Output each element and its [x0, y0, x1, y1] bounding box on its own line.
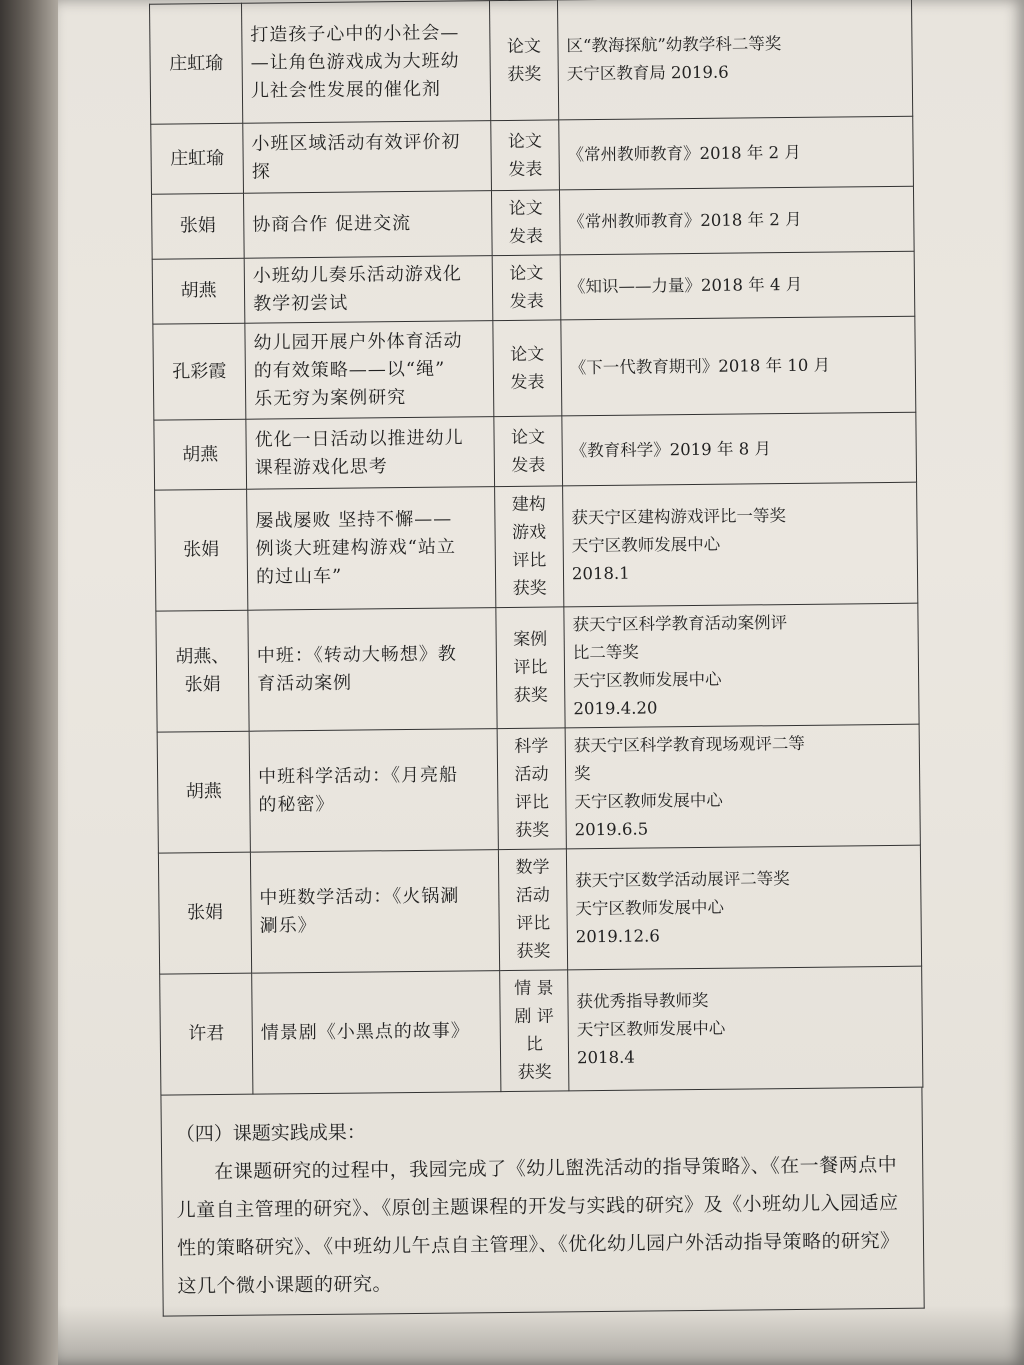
row-title-cell — [245, 321, 494, 420]
row-detail-line: 获天宁区科学教育现场观评二等 — [573, 733, 805, 756]
row-title-cell — [249, 729, 498, 853]
row-type-line: 科学 — [514, 736, 549, 757]
row-detail-line: 《下一代教育期刊》2018 年 10 月 — [569, 355, 831, 377]
table-row — [154, 412, 917, 490]
practice-results-section — [160, 1088, 924, 1317]
row-detail-line: 区“教海探航”幼教学科二等奖 — [566, 33, 782, 55]
row-detail-cell — [568, 966, 923, 1091]
row-type-line: 剧 评 — [514, 1006, 554, 1027]
table-row — [156, 603, 919, 732]
table-row — [160, 966, 923, 1095]
row-detail-line: 获优秀指导教师奖 — [576, 990, 709, 1012]
achievements-table — [149, 0, 923, 1096]
row-name-cell — [152, 258, 245, 324]
row-detail-line: 天宁区教师发展中心 — [571, 534, 721, 556]
row-name-line: 张娟 — [186, 901, 224, 924]
row-type-line: 评比 — [516, 913, 551, 934]
row-title-line: 中班科学活动：《月亮船 — [257, 764, 459, 788]
row-type-line: 获奖 — [516, 941, 551, 962]
row-title-line: 的过山车” — [255, 565, 343, 588]
row-type-line: 论文 — [510, 427, 546, 448]
row-type-line: 发表 — [509, 291, 544, 312]
row-detail-cell — [557, 0, 912, 120]
row-name-cell — [160, 973, 253, 1095]
achievements-table-body — [150, 0, 923, 1095]
row-detail-line: 天宁区教师发展中心 — [575, 897, 725, 919]
row-detail-line: 获天宁区数学活动展评二等奖 — [575, 869, 790, 891]
row-detail-line: 天宁区教师发展中心 — [574, 790, 723, 812]
row-title-line: 中班：《转动大畅想》教 — [256, 643, 457, 667]
row-type-line: 获奖 — [515, 820, 550, 841]
row-type-line: 发表 — [510, 372, 545, 393]
row-name-line: 胡燕 — [180, 280, 217, 302]
row-type-cell — [492, 255, 561, 321]
row-type-cell — [500, 970, 569, 1092]
row-detail-line: 2019.12.6 — [575, 926, 660, 947]
table-row — [157, 724, 920, 853]
row-type-line: 发表 — [508, 226, 544, 247]
row-type-cell — [491, 190, 560, 256]
row-title-line: 优化一日活动以推进幼儿 — [254, 426, 464, 451]
row-name-cell — [154, 419, 247, 490]
row-title-line: 教学初尝试 — [253, 292, 349, 315]
row-name-cell — [158, 852, 251, 974]
row-title-line: 协商合作 促进交流 — [252, 212, 412, 236]
row-title-line: 打造孩子心中的小社会— — [250, 21, 460, 46]
row-name-line: 孔彩霞 — [172, 360, 227, 382]
table-row — [150, 0, 913, 124]
row-name-line: 庄虹瑜 — [169, 52, 224, 74]
row-title-line: 例谈大班建构游戏“站立 — [255, 536, 457, 560]
row-type-line: 建构 — [511, 494, 546, 515]
row-type-line: 游戏 — [511, 522, 547, 543]
row-type-cell — [495, 486, 564, 608]
row-detail-cell — [564, 603, 919, 728]
row-detail-cell — [565, 724, 920, 849]
row-detail-line: 2019.4.20 — [573, 698, 658, 719]
row-detail-cell — [566, 845, 921, 970]
row-title-cell — [243, 121, 492, 194]
row-type-line: 评比 — [514, 792, 549, 813]
row-detail-line: 获天宁区建构游戏评比一等奖 — [571, 506, 786, 528]
row-title-cell — [252, 971, 501, 1095]
row-type-line: 获奖 — [512, 578, 547, 599]
row-type-line: 活动 — [514, 764, 549, 785]
table-row — [152, 251, 915, 324]
row-type-cell — [496, 607, 565, 729]
row-type-line: 活动 — [515, 885, 550, 906]
row-type-line: 论文 — [508, 198, 543, 219]
row-type-line: 发表 — [511, 455, 546, 476]
row-type-line: 获奖 — [507, 64, 542, 85]
row-type-line: 发表 — [508, 159, 543, 180]
row-name-cell — [155, 489, 248, 611]
section-paragraph: 在课题研究的过程中，我园完成了《幼儿盥洗活动的指导策略》、《在一餐两点中儿童自主管理的研究》、《原创主题课程的开发与实践的研究》及《小班幼儿入园适应性的策略研究》、《中班幼儿午点自主管理》、《优化幼儿园户外活动指导策略的研究》这几个微小课题的研究。 — [176, 1153, 900, 1298]
row-detail-line: 《知识——力量》2018 年 4 月 — [568, 274, 803, 297]
table-row — [155, 482, 918, 611]
row-type-line: 评比 — [513, 657, 548, 678]
row-title-cell — [247, 487, 496, 611]
row-detail-line: 天宁区教师发展中心 — [576, 1018, 726, 1040]
row-title-line: 乐无穷为案例研究 — [254, 386, 407, 410]
row-title-cell — [246, 417, 495, 490]
row-title-line: 的秘密》 — [258, 793, 335, 816]
table-row — [158, 845, 921, 974]
row-detail-line: 2018.1 — [571, 563, 630, 584]
row-detail-line: 2018.4 — [576, 1047, 635, 1068]
row-detail-line: 天宁区教育局 2019.6 — [566, 62, 729, 83]
row-type-line: 获奖 — [517, 1062, 552, 1083]
row-title-line: 探 — [251, 160, 271, 183]
row-name-cell — [156, 610, 249, 732]
row-name-line: 张娟 — [184, 673, 221, 696]
row-title-cell — [242, 1, 491, 124]
row-type-cell — [491, 120, 560, 191]
row-title-line: 中班数学活动：《火锅涮 — [259, 885, 460, 909]
row-title-line: 儿社会性发展的催化剂 — [250, 78, 442, 102]
row-type-line: 比 — [525, 1034, 544, 1055]
row-detail-line: 《常州教师教育》2018 年 2 月 — [568, 209, 802, 232]
row-title-cell — [243, 191, 492, 259]
row-title-cell — [244, 256, 493, 324]
book-binding — [0, 0, 62, 1365]
row-name-cell — [153, 323, 246, 420]
table-row — [151, 116, 914, 194]
row-type-cell — [493, 320, 562, 417]
row-type-line: 论文 — [509, 263, 544, 284]
row-detail-line: 《常州教师教育》2018 年 2 月 — [567, 142, 801, 164]
row-detail-line: 获天宁区科学教育活动案例评 — [572, 613, 788, 635]
row-name-line: 胡燕 — [185, 780, 222, 803]
row-detail-cell — [560, 251, 915, 320]
row-detail-cell — [563, 482, 918, 607]
row-title-line: 屡战屡败 坚持不懈—— — [255, 508, 453, 532]
row-detail-line: 比二等奖 — [572, 642, 639, 663]
row-name-cell — [151, 193, 244, 259]
row-name-cell — [151, 123, 244, 194]
table-row — [153, 316, 916, 420]
row-detail-line: 奖 — [573, 764, 591, 784]
row-type-line: 论文 — [510, 344, 545, 365]
row-name-cell — [150, 3, 243, 124]
row-detail-cell — [561, 316, 916, 416]
row-name-line: 许君 — [188, 1022, 225, 1045]
section-heading: （四）课题实践成果： — [175, 1121, 366, 1146]
row-type-line: 论文 — [507, 131, 543, 152]
row-name-line: 胡燕 — [182, 443, 219, 465]
row-detail-line: 《教育科学》2019 年 8 月 — [570, 438, 772, 460]
row-type-line: 数学 — [515, 857, 550, 878]
row-title-line: 幼儿园开展户外体育活动 — [253, 329, 463, 354]
row-detail-cell — [559, 116, 914, 190]
row-title-line: 涮乐》 — [259, 914, 317, 937]
document-sheet — [91, 0, 921, 1344]
row-type-line: 案例 — [513, 629, 548, 650]
row-type-line: 获奖 — [513, 685, 548, 706]
row-type-cell — [489, 0, 558, 121]
row-type-cell — [497, 728, 566, 850]
row-title-line: 育活动案例 — [257, 672, 353, 695]
row-title-line: 小班幼儿奏乐活动游戏化 — [252, 263, 462, 287]
table-row — [151, 186, 914, 259]
row-title-line: —让角色游戏成为大班幼 — [250, 49, 460, 74]
row-name-line: 张娟 — [179, 215, 216, 237]
row-title-line: 课程游戏化思考 — [254, 455, 388, 479]
row-title-line: 小班区域活动有效评价初 — [251, 130, 461, 155]
row-title-cell — [248, 608, 497, 732]
row-name-line: 庄虹瑜 — [170, 147, 225, 169]
row-type-cell — [498, 849, 567, 971]
row-name-line: 张娟 — [183, 538, 220, 561]
row-title-cell — [250, 850, 499, 974]
row-title-line: 的有效策略——以“绳” — [253, 358, 446, 382]
row-name-line: 胡燕、 — [175, 645, 230, 668]
row-type-line: 论文 — [506, 36, 542, 57]
row-detail-line: 2019.6.5 — [574, 819, 649, 840]
row-type-line: 情 景 — [514, 978, 554, 999]
row-title-line: 情景剧《小黑点的故事》 — [260, 1020, 470, 1044]
row-detail-cell — [562, 412, 917, 486]
row-type-line: 评比 — [512, 550, 547, 571]
row-detail-cell — [559, 186, 914, 255]
row-detail-line: 天宁区教师发展中心 — [573, 669, 722, 691]
row-name-cell — [157, 731, 250, 853]
row-type-cell — [494, 416, 563, 487]
